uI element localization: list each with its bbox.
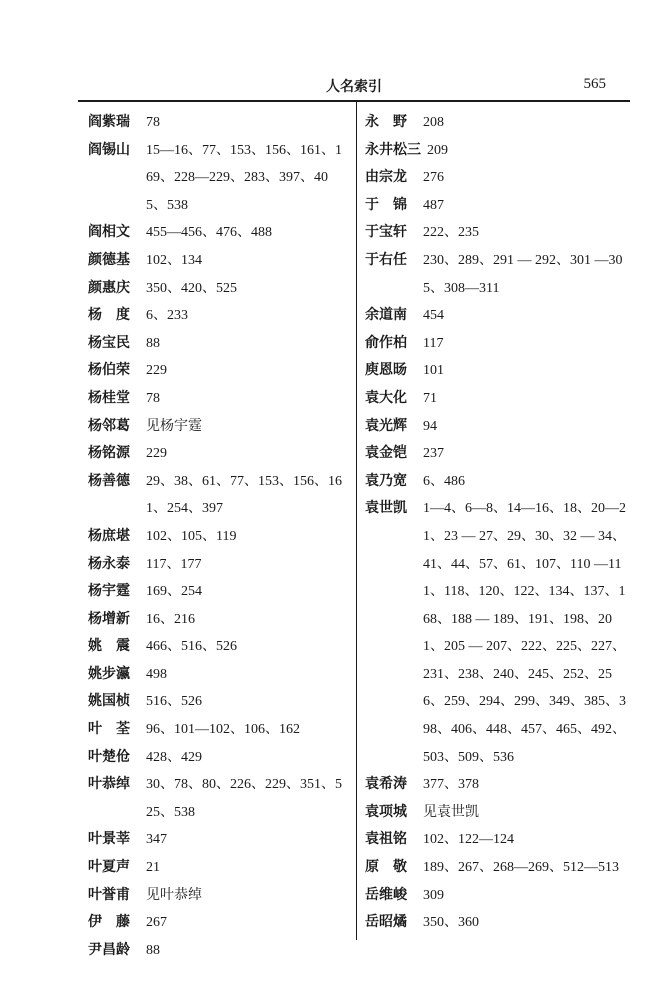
index-entry — [365, 137, 627, 165]
entry-name: 叶 荃 — [88, 721, 130, 738]
index-entry — [88, 716, 348, 744]
entry-pages: 15—16、77、153、156、161、169、228—229、283、397、405、538 — [146, 142, 342, 213]
index-entry — [365, 357, 627, 385]
index-entry — [88, 302, 348, 330]
entry-name: 袁大化 — [365, 389, 407, 406]
entry-name: 杨宇霆 — [88, 583, 130, 600]
entry-pages: 229 — [146, 363, 167, 379]
entry-pages: 6、233 — [146, 308, 188, 324]
entry-name: 袁项城 — [365, 803, 407, 820]
index-entry — [365, 385, 627, 413]
entry-name: 杨永泰 — [88, 555, 130, 572]
entry-pages: 230、289、291 — 292、301 —305、308—311 — [423, 252, 623, 296]
entry-pages: 267 — [146, 915, 167, 931]
entry-pages: 16、216 — [146, 611, 195, 627]
index-entry — [88, 137, 348, 220]
index-entry — [365, 826, 627, 854]
entry-pages: 29、38、61、77、153、156、161、254、397 — [146, 473, 342, 517]
index-entry — [88, 661, 348, 689]
index-entry — [88, 468, 348, 523]
entry-pages: 6、486 — [423, 473, 465, 489]
entry-name: 杨铭源 — [88, 445, 130, 462]
index-column-right — [365, 109, 627, 937]
entry-name: 尹昌龄 — [88, 941, 130, 958]
index-entry — [88, 109, 348, 137]
entry-name: 岳昭燏 — [365, 914, 407, 931]
entry-name: 袁乃宽 — [365, 472, 407, 489]
index-entry — [365, 109, 627, 137]
entry-pages: 377、378 — [423, 777, 479, 793]
index-entry — [88, 523, 348, 551]
index-entry — [88, 882, 348, 910]
entry-name: 于宝轩 — [365, 224, 407, 241]
entry-pages: 102、134 — [146, 252, 202, 268]
entry-pages: 78 — [146, 390, 160, 406]
entry-pages: 88 — [146, 942, 160, 958]
entry-pages: 222、235 — [423, 225, 479, 241]
entry-name: 庾恩旸 — [365, 362, 407, 379]
header-rule — [78, 100, 630, 102]
entry-name: 叶恭绰 — [88, 776, 130, 793]
index-entry — [88, 578, 348, 606]
index-entry — [365, 854, 627, 882]
index-entry — [88, 330, 348, 358]
entry-name: 俞作柏 — [365, 334, 407, 351]
index-entry — [88, 744, 348, 772]
index-column-left — [88, 109, 348, 964]
entry-pages: 78 — [146, 115, 160, 130]
index-entry — [88, 688, 348, 716]
entry-pages: 见叶恭绰 — [146, 887, 202, 903]
entry-pages: 1—4、6—8、14—16、18、20—21、23 — 27、29、30、32 — 34、41、44、57、61、107、110 —111、118、120、122、134、137、168、188 — 189、191、198、201、205 — 207、222、225、227、231、238、240、245、252、256、259、294、299、349、385、398、406、448、457、465、492、503、509、536 — [423, 501, 626, 765]
entry-pages: 208 — [423, 115, 444, 130]
entry-pages: 117 — [423, 335, 444, 351]
index-entry — [88, 909, 348, 937]
index-entry — [365, 495, 627, 771]
entry-name: 余道南 — [365, 307, 407, 324]
entry-name: 杨伯荣 — [88, 362, 130, 379]
entry-name: 杨宝民 — [88, 334, 130, 351]
entry-pages: 309 — [423, 887, 444, 903]
entry-name: 袁希涛 — [365, 776, 407, 793]
index-entry — [365, 330, 627, 358]
entry-pages: 117、177 — [146, 556, 202, 572]
entry-name: 叶夏声 — [88, 859, 130, 876]
entry-name: 杨庶堪 — [88, 527, 130, 544]
entry-name: 姚步瀛 — [88, 665, 130, 682]
entry-name: 永井松三 — [365, 141, 421, 158]
index-entry — [88, 826, 348, 854]
entry-pages: 见杨宇霆 — [146, 418, 202, 434]
index-entry — [88, 771, 348, 826]
entry-pages: 101 — [423, 363, 444, 379]
entry-name: 颜惠庆 — [88, 279, 130, 296]
index-entry — [88, 854, 348, 882]
entry-pages: 487 — [423, 197, 444, 213]
running-header — [78, 64, 630, 100]
entry-name: 岳维峻 — [365, 886, 407, 903]
entry-pages: 96、101—102、106、162 — [146, 722, 300, 738]
index-entry — [88, 247, 348, 275]
index-entry — [88, 357, 348, 385]
index-entry — [365, 440, 627, 468]
entry-pages: 350、420、525 — [146, 280, 237, 296]
entry-pages: 347 — [146, 832, 167, 848]
entry-name: 袁世凯 — [365, 500, 407, 517]
index-entry — [365, 247, 627, 302]
entry-pages: 498 — [146, 666, 167, 682]
entry-name: 阎锡山 — [88, 141, 130, 158]
entry-name: 叶景莘 — [88, 831, 130, 848]
entry-name: 杨增新 — [88, 610, 130, 627]
entry-name: 伊 藤 — [88, 914, 130, 931]
page-number: 565 — [583, 76, 606, 92]
entry-name: 杨桂堂 — [88, 389, 130, 406]
entry-name: 姚 震 — [88, 638, 130, 655]
index-entry — [88, 633, 348, 661]
index-entry — [365, 413, 627, 441]
entry-pages: 21 — [146, 860, 160, 876]
entry-pages: 516、526 — [146, 694, 202, 710]
entry-pages: 455—456、476、488 — [146, 225, 272, 241]
entry-name: 杨 度 — [88, 307, 130, 324]
entry-name: 于右任 — [365, 251, 407, 268]
entry-pages: 30、78、80、226、229、351、525、538 — [146, 777, 342, 820]
index-entry — [88, 385, 348, 413]
index-entry — [365, 882, 627, 910]
index-entry — [365, 219, 627, 247]
entry-name: 由宗龙 — [365, 169, 407, 186]
entry-pages: 428、429 — [146, 749, 202, 765]
index-entry — [88, 275, 348, 303]
entry-pages: 88 — [146, 335, 160, 351]
index-entry — [88, 551, 348, 579]
entry-pages: 237 — [423, 446, 444, 462]
entry-name: 阎紫瑞 — [88, 114, 130, 130]
index-entry — [365, 771, 627, 799]
header-title: 人名索引 — [326, 79, 382, 95]
entry-name: 阎相文 — [88, 224, 130, 241]
entry-name: 于 锦 — [365, 196, 407, 213]
index-entry — [88, 440, 348, 468]
entry-pages: 169、254 — [146, 584, 202, 600]
entry-name: 姚国桢 — [88, 693, 130, 710]
index-entry — [88, 413, 348, 441]
entry-name: 颜德基 — [88, 251, 130, 268]
index-entry — [88, 937, 348, 965]
entry-name: 叶楚伧 — [88, 748, 130, 765]
entry-name: 原 敬 — [365, 859, 407, 876]
index-entry — [88, 219, 348, 247]
entry-pages: 209 — [427, 142, 448, 158]
entry-pages: 276 — [423, 170, 444, 186]
index-entry — [365, 799, 627, 827]
entry-name: 永 野 — [365, 114, 407, 130]
entry-pages: 350、360 — [423, 915, 479, 931]
entry-name: 袁祖铭 — [365, 831, 407, 848]
entry-name: 杨邻葛 — [88, 417, 130, 434]
entry-pages: 454 — [423, 308, 444, 324]
entry-name: 袁金铠 — [365, 445, 407, 462]
entry-pages: 见袁世凯 — [423, 804, 479, 820]
entry-pages: 71 — [423, 390, 437, 406]
entry-pages: 102、105、119 — [146, 528, 237, 544]
index-entry — [88, 606, 348, 634]
entry-pages: 102、122—124 — [423, 832, 514, 848]
entry-pages: 466、516、526 — [146, 639, 237, 655]
column-divider — [356, 102, 357, 940]
entry-name: 袁光辉 — [365, 417, 407, 434]
index-entry — [365, 468, 627, 496]
entry-name: 叶誉甫 — [88, 886, 130, 903]
entry-pages: 229 — [146, 446, 167, 462]
entry-pages: 94 — [423, 418, 437, 434]
index-entry — [365, 164, 627, 192]
index-entry — [365, 302, 627, 330]
entry-name: 杨善德 — [88, 472, 130, 489]
entry-pages: 189、267、268—269、512—513 — [423, 860, 619, 876]
index-entry — [365, 909, 627, 937]
index-entry — [365, 192, 627, 220]
